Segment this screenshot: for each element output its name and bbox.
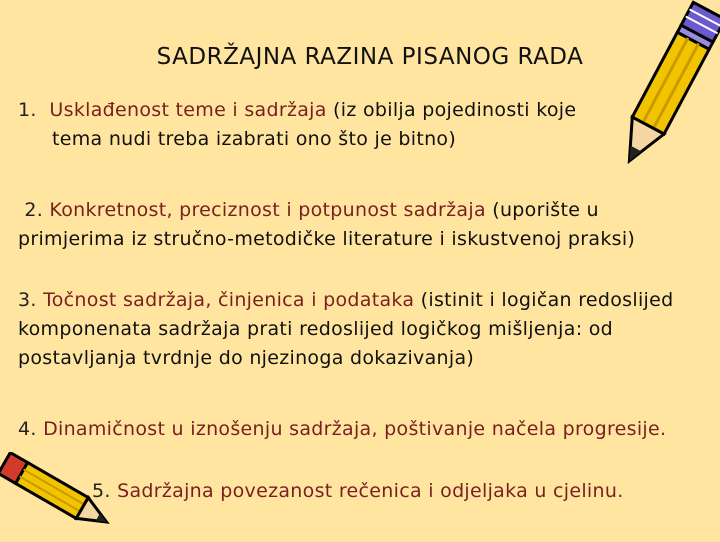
item-highlight: Točnost sadržaja, činjenica i podataka: [43, 289, 415, 311]
list-item: [18, 286, 708, 373]
list-item: [92, 477, 717, 506]
item-number: 2.: [24, 199, 44, 221]
list-item: [18, 196, 708, 254]
item-number: 5.: [92, 480, 111, 502]
item-number: 3.: [18, 289, 37, 311]
item-number: 4.: [18, 418, 37, 440]
slide-title: SADRŽAJNA RAZINA PISANOG RADA: [156, 44, 584, 70]
item-text: (istinit i logičan redoslijed komponenata sadržaja prati redoslijed logičkog mišljenja: od postavljanja tvrdnje do njezinoga dokazivanja): [18, 289, 674, 369]
item-text: (uporište u primjerima iz stručno-metodičke literature i iskustvenoj praksi): [18, 199, 636, 250]
item-text: (iz obilja pojedinosti koje: [326, 99, 577, 121]
item-number: 1.: [18, 99, 37, 121]
pencil-icon: [596, 0, 720, 190]
item-highlight: Usklađenost teme i sadržaja: [49, 99, 327, 121]
item-highlight: Konkretnost, preciznost i potpunost sadržaja: [49, 199, 486, 221]
list-item: [18, 415, 708, 444]
item-highlight: Dinamičnost u iznošenju sadržaja, poštivanje načela progresije.: [43, 418, 667, 440]
list-item: [18, 96, 698, 154]
item-text: tema nudi treba izabrati ono što je bitno): [52, 128, 457, 150]
item-highlight: Sadržajna povezanost rečenica i odjeljaka u cjelinu.: [117, 480, 624, 502]
